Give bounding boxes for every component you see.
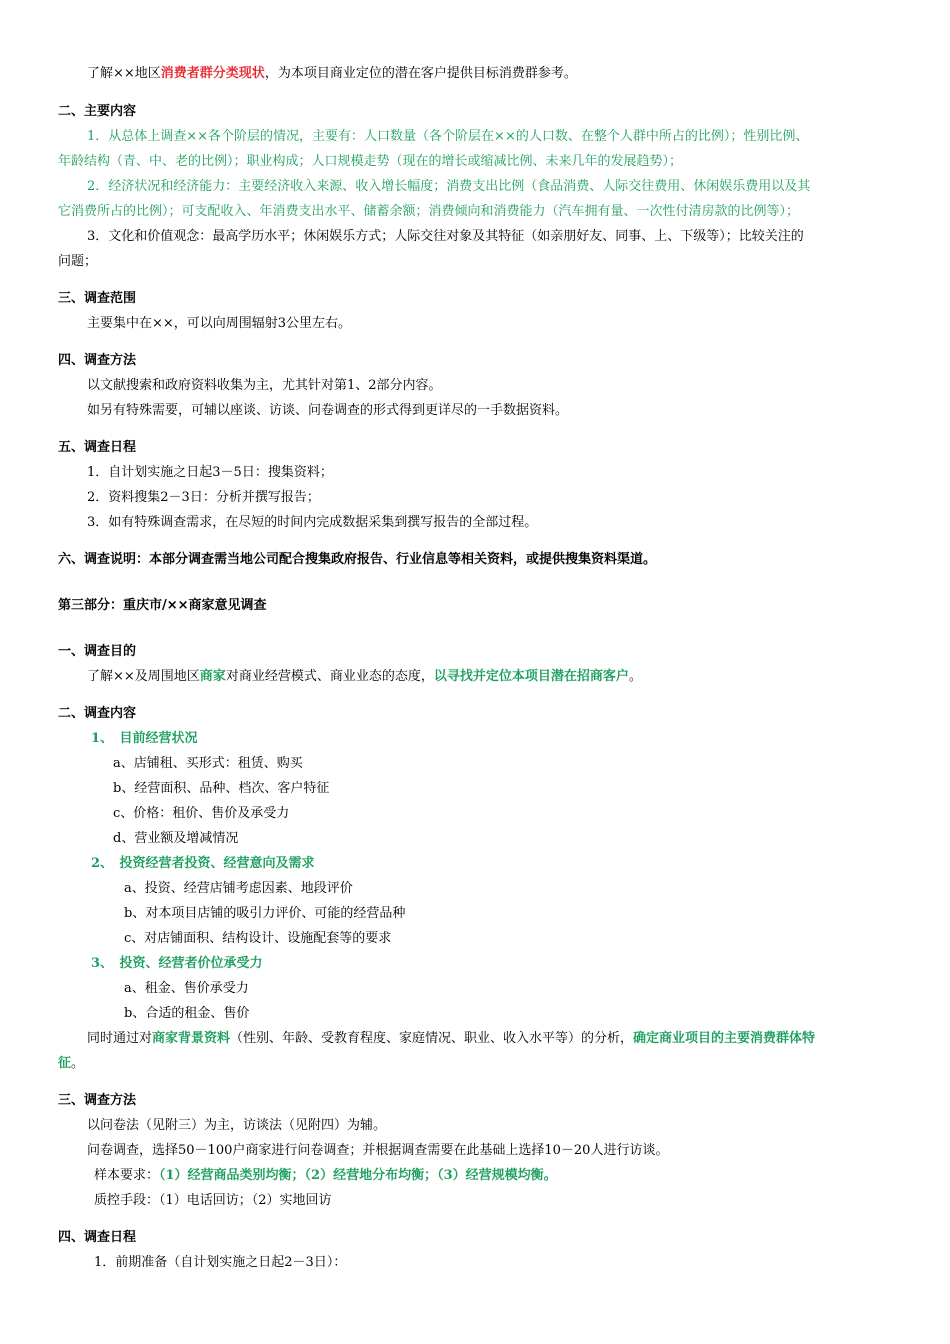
bg-highlight-goal-cont: 征 [58, 1056, 72, 1071]
method-heading: 四、调查方法 [58, 353, 137, 368]
sub1-item-c: c、价格：租价、售价及承受力 [113, 806, 290, 821]
sub-heading-3: 3、 投资、经营者价位承受力 [91, 956, 263, 971]
intro-highlight: 消费者群分类现状 [160, 66, 265, 81]
content-item-2: 2．经济状况和经济能力：主要经济收入来源、收入增长幅度；消费支出比例（食品消费、人际交往费用、休闲娱乐费用以及其 [87, 179, 811, 194]
content-heading: 二、主要内容 [58, 104, 137, 119]
bg-highlight-merchant-data: 商家背景资料 [152, 1031, 231, 1046]
quality-control: 质控手段：（1）电话回访；（2）实地回访 [94, 1193, 332, 1208]
content-item-1: 1．从总体上调查××各个阶层的情况，主要有：人口数量（各个阶层在××的人口数、在整个人群中所占的比例）；性别比例、 [87, 129, 809, 144]
sub1-item-b: b、经营面积、品种、档次、客户特征 [113, 781, 330, 796]
goal-paragraph [0, 665, 950, 689]
sample-label: 样本要求： [94, 1168, 160, 1183]
sub1-item-a: a、店铺租、买形式：租赁、购买 [113, 756, 303, 771]
goal-highlight-target: 以寻找并定位本项目潜在招商客户 [433, 669, 629, 684]
p3-content-heading: 二、调查内容 [58, 706, 137, 721]
goal-text-mid: 对商业经营模式、商业业态的态度， [225, 669, 434, 684]
schedule-heading: 五、调查日程 [58, 440, 137, 455]
method-line-2: 如另有特殊需要，可辅以座谈、访谈、问卷调查的形式得到更详尽的一手数据资料。 [87, 403, 569, 418]
intro-text-end: ，为本项目商业定位的潜在客户提供目标消费群参考。 [264, 66, 577, 81]
schedule-item-2: 2．资料搜集2－3日：分析并撰写报告； [87, 490, 320, 505]
content-item-3-cont: 问题； [58, 254, 98, 269]
sub3-item-a: a、租金、售价承受力 [124, 981, 249, 996]
sample-criteria: （1）经营商品类别均衡；（2）经营地分布均衡；（3）经营规模均衡。 [159, 1168, 557, 1183]
intro-text: 了解××地区 [87, 66, 161, 81]
bg-highlight-goal: 确定商业项目的主要消费群体特 [633, 1031, 816, 1046]
p3-schedule-heading: 四、调查日程 [58, 1230, 137, 1245]
goal-heading: 一、调查目的 [58, 644, 137, 659]
bg-text: 同时通过对 [87, 1031, 153, 1046]
goal-text-end: 。 [628, 669, 642, 684]
sub-heading-2: 2、 投资经营者投资、经营意向及需求 [91, 856, 315, 871]
scope-text: 主要集中在××，可以向周围辐射3公里左右。 [87, 316, 352, 331]
p3-method-heading: 三、调查方法 [58, 1093, 137, 1108]
schedule-item-1: 1．自计划实施之日起3－5日：搜集资料； [87, 465, 333, 480]
p3-method-line-1: 以问卷法（见附三）为主，访谈法（见附四）为辅。 [87, 1118, 387, 1133]
scope-heading: 三、调查范围 [58, 291, 137, 306]
sub2-item-c: c、对店铺面积、结构设计、设施配套等的要求 [124, 931, 392, 946]
content-item-1-cont: 年龄结构（青、中、老的比例）；职业构成；人口规模走势（现在的增长或缩减比例、未来几年的发展趋势）； [58, 154, 683, 169]
background-paragraph-cont [0, 1052, 950, 1076]
background-paragraph [0, 1027, 950, 1051]
sub-heading-1: 1、 目前经营状况 [91, 731, 198, 746]
bg-text-end: 。 [71, 1056, 85, 1071]
content-item-2-cont: 它消费所占的比例）；可支配收入、年消费支出水平、储蓄余额；消费倾向和消费能力（汽车拥有量、一次性付清房款的比例等）； [58, 204, 800, 219]
p3-method-line-2: 问卷调查，选择50－100户商家进行问卷调查；并根据调查需要在此基础上选择10－20人进行访谈。 [87, 1143, 669, 1158]
intro-paragraph [0, 62, 950, 86]
sample-requirements [0, 1164, 950, 1188]
schedule-item-3: 3．如有特殊调查需求，在尽短的时间内完成数据采集到撰写报告的全部过程。 [87, 515, 538, 530]
p3-schedule-item-1: 1．前期准备（自计划实施之日起2－3日）： [94, 1255, 347, 1270]
goal-highlight-merchants: 商家 [199, 669, 226, 684]
goal-text: 了解××及周围地区 [87, 669, 200, 684]
sub2-item-b: b、对本项目店铺的吸引力评价、可能的经营品种 [124, 906, 406, 921]
content-item-3: 3．文化和价值观念：最高学历水平；休闲娱乐方式；人际交往对象及其特征（如亲朋好友、同事、上、下级等）；比较关注的 [87, 229, 804, 244]
sub1-item-d: d、营业额及增减情况 [113, 831, 239, 846]
bg-text-mid: （性别、年龄、受教育程度、家庭情况、职业、收入水平等）的分析， [230, 1031, 634, 1046]
part3-title: 第三部分：重庆市/××商家意见调查 [58, 598, 267, 613]
method-line-1: 以文献搜索和政府资料收集为主，尤其针对第1、2部分内容。 [87, 378, 442, 393]
sub3-item-b: b、合适的租金、售价 [124, 1006, 250, 1021]
survey-note: 六、调查说明：本部分调查需当地公司配合搜集政府报告、行业信息等相关资料，或提供搜集资料渠道。 [58, 552, 657, 567]
sub2-item-a: a、投资、经营店铺考虑因素、地段评价 [124, 881, 353, 896]
